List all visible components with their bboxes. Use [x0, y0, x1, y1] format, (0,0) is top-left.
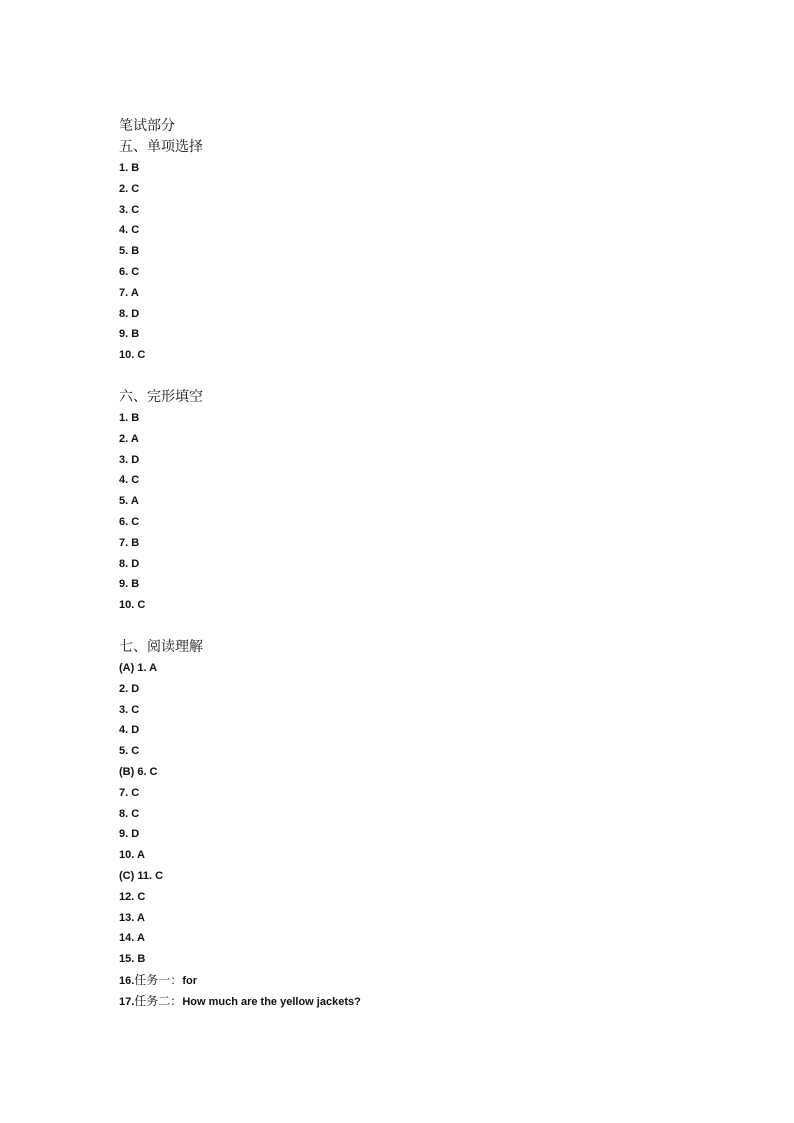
section-heading-cloze: 六、完形填空: [119, 388, 203, 405]
answer-item: 4. D: [119, 724, 140, 737]
answer-item: (A) 1. A: [119, 661, 158, 674]
reading-answers: [119, 658, 679, 1012]
answer-item: 1. B: [119, 411, 140, 424]
answer-item: 9. B: [119, 578, 140, 591]
task-one-answer: [119, 970, 679, 991]
answer-item: 2. D: [119, 682, 140, 695]
cloze-answers: [119, 408, 679, 616]
answer-item: 5. B: [119, 245, 140, 258]
answer-item: 7. B: [119, 536, 140, 549]
task-number: 16.: [119, 974, 135, 987]
answer-item: 2. C: [119, 182, 140, 195]
answer-item: 9. D: [119, 828, 140, 841]
answer-item: (C) 11. C: [119, 869, 164, 882]
answer-item: 14. A: [119, 932, 145, 945]
answer-item: 3. C: [119, 203, 140, 216]
answer-item: 8. C: [119, 807, 140, 820]
answer-item: 3. C: [119, 703, 140, 716]
answer-item: 5. C: [119, 745, 140, 758]
answer-item: 15. B: [119, 953, 146, 966]
spacer: [119, 366, 679, 387]
answer-item: (B) 6. C: [119, 765, 158, 778]
spacer: [119, 616, 679, 637]
answer-item: 7. C: [119, 786, 140, 799]
answer-item: 1. B: [119, 162, 140, 174]
section-heading-reading: 七、阅读理解: [119, 638, 203, 655]
answer-item: 8. D: [119, 307, 140, 320]
answer-item: 5. A: [119, 495, 139, 508]
answer-item: 6. C: [119, 265, 140, 278]
answer-item: 10. A: [119, 849, 145, 862]
answer-item: 8. D: [119, 557, 140, 570]
answer-key-page: [119, 116, 679, 1011]
section-heading-single-choice: 五、单项选择: [119, 139, 203, 155]
answer-item: 9. B: [119, 328, 140, 341]
task-answer: for: [182, 974, 197, 987]
task-number: 17.: [119, 995, 135, 1008]
single-choice-answers: [119, 158, 679, 366]
task-two-answer: [119, 991, 679, 1012]
answer-item: 3. D: [119, 453, 140, 466]
answer-item: 10. C: [119, 349, 146, 362]
task-answer: How much are the yellow jackets?: [182, 995, 361, 1008]
task-label: 任务二：: [134, 993, 183, 1008]
answer-item: 6. C: [119, 515, 140, 528]
page-title: 笔试部分: [119, 118, 175, 134]
answer-item: 13. A: [119, 911, 145, 924]
answer-item: 10. C: [119, 599, 146, 612]
answer-item: 2. A: [119, 432, 139, 445]
answer-item: 12. C: [119, 890, 146, 903]
answer-item: 4. C: [119, 224, 140, 237]
task-label: 任务一：: [134, 972, 183, 987]
answer-item: 4. C: [119, 474, 140, 487]
answer-item: 7. A: [119, 286, 139, 299]
